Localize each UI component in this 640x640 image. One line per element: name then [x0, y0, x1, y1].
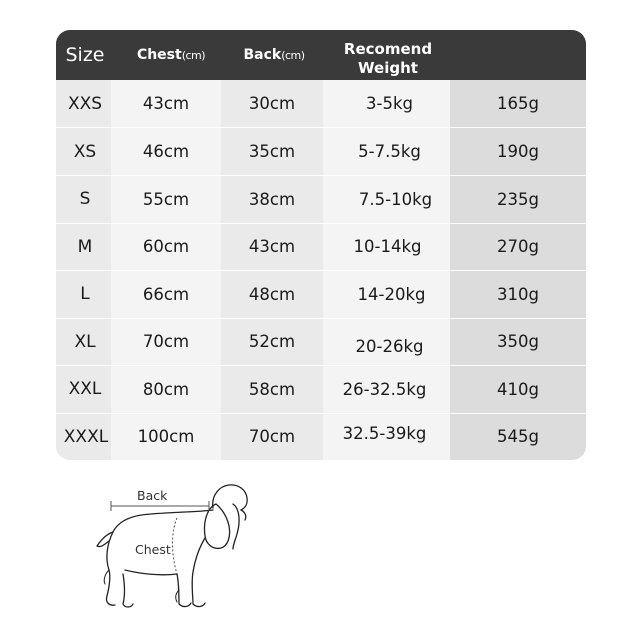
cell-weight: 20-26kg — [355, 337, 424, 357]
cell-chest: 43cm — [142, 94, 190, 114]
cell-size: L — [80, 284, 90, 305]
cell-size: XL — [74, 331, 96, 352]
chest-measure-line — [173, 518, 178, 574]
table-row — [56, 366, 586, 414]
cell-weight: 26-32.5kg — [342, 379, 427, 399]
cell-item-weight: 235g — [497, 189, 539, 209]
table-row — [56, 413, 586, 460]
cell-back: 35cm — [248, 142, 296, 162]
header-chest-label: Chest — [136, 46, 182, 63]
cell-chest: 46cm — [142, 142, 190, 162]
cell-item-weight: 270g — [497, 237, 539, 257]
cell-weight: 5-7.5kg — [358, 142, 421, 162]
header-recommend-weight — [323, 30, 453, 80]
cell-item-weight: 545g — [497, 427, 539, 447]
cell-chest: 60cm — [142, 237, 190, 257]
cell-chest: 100cm — [137, 427, 195, 447]
header-back-unit: (cm) — [281, 48, 305, 62]
table-row — [56, 223, 586, 271]
cell-back: 70cm — [248, 427, 296, 447]
header-weight-line1: Recomend — [343, 40, 433, 58]
cell-chest: 70cm — [142, 332, 190, 352]
cell-size: XS — [73, 141, 97, 162]
cell-chest: 66cm — [142, 284, 190, 304]
table-row — [56, 128, 586, 176]
dog-outline-illustration — [95, 478, 270, 618]
header-weight-line2: Weight — [358, 59, 418, 77]
back-label: Back — [137, 488, 168, 503]
size-chart-table — [56, 30, 586, 460]
cell-size: XXXL — [63, 426, 109, 447]
cell-item-weight: 410g — [497, 379, 539, 399]
cell-size: M — [77, 236, 93, 257]
header-chest — [116, 30, 226, 80]
cell-chest: 80cm — [142, 379, 190, 399]
cell-weight: 7.5-10kg — [358, 189, 433, 209]
cell-weight: 32.5-39kg — [342, 424, 427, 444]
cell-chest: 55cm — [142, 189, 190, 209]
cell-back: 52cm — [248, 332, 296, 352]
header-back-label: Back — [243, 46, 282, 63]
cell-item-weight: 165g — [497, 94, 539, 114]
cell-item-weight: 190g — [497, 142, 539, 162]
cell-item-weight: 350g — [497, 332, 539, 352]
table-row — [56, 176, 586, 224]
cell-back: 30cm — [248, 94, 296, 114]
table-row — [56, 318, 586, 366]
cell-size: XXL — [68, 379, 102, 400]
cell-back: 58cm — [248, 379, 296, 399]
table-row — [56, 80, 586, 128]
cell-back: 38cm — [248, 189, 296, 209]
table-row — [56, 271, 586, 319]
cell-size: S — [79, 189, 91, 210]
dog-measurement-diagram — [95, 478, 270, 618]
cell-weight: 14-20kg — [357, 284, 426, 304]
cell-back: 43cm — [248, 237, 296, 257]
header-chest-unit: (cm) — [181, 48, 206, 62]
cell-weight: 3-5kg — [366, 94, 413, 114]
cell-back: 48cm — [248, 284, 296, 304]
table-header — [56, 30, 586, 80]
chest-label: Chest — [135, 542, 171, 557]
cell-size: XXS — [67, 93, 103, 114]
cell-weight: 10-14kg — [353, 237, 422, 257]
cell-item-weight: 310g — [497, 284, 539, 304]
header-size: Size — [65, 43, 105, 66]
header-back — [224, 30, 324, 80]
